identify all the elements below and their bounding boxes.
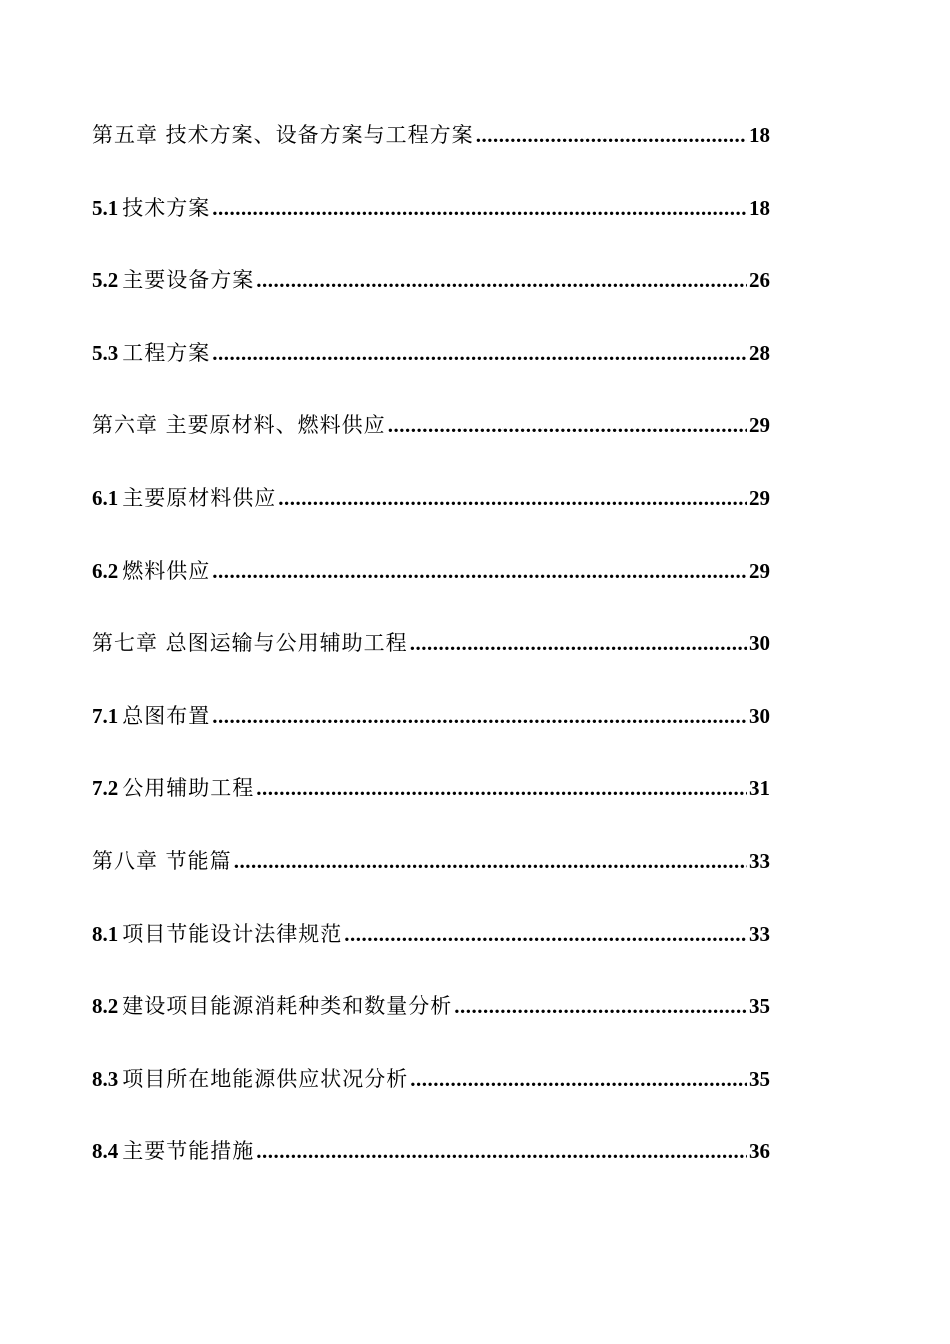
toc-dot-leader (256, 769, 747, 807)
toc-entry-text: 项目节能设计法律规范 (122, 921, 343, 946)
toc-entry[interactable] (92, 987, 770, 1060)
toc-entry-title (92, 769, 254, 807)
toc-entry-number: 8.3 (92, 1066, 119, 1091)
table-of-contents (92, 116, 770, 1205)
toc-entry[interactable] (92, 769, 770, 842)
toc-page-number: 36 (749, 1139, 770, 1164)
toc-entry-text: 主要节能措施 (122, 1139, 255, 1164)
toc-entry-title (92, 842, 232, 880)
toc-entry-text: 项目所在地能源供应状况分析 (122, 1066, 409, 1091)
toc-entry-title (92, 406, 386, 444)
toc-entry-text: 主要原材料供应 (122, 485, 277, 510)
toc-entry-title (92, 1132, 254, 1170)
toc-entry[interactable] (92, 842, 770, 915)
toc-dot-leader (454, 987, 747, 1025)
toc-dot-leader (256, 261, 747, 299)
toc-entry-number: 5.2 (92, 268, 119, 293)
toc-dot-leader (410, 624, 747, 662)
toc-entry-number: 6.2 (92, 558, 119, 583)
toc-dot-leader (212, 552, 747, 590)
toc-entry-text: 技术方案 (122, 195, 211, 220)
toc-entry-text: 第七章 总图运输与公用辅助工程 (92, 631, 408, 656)
toc-entry[interactable] (92, 1132, 770, 1205)
toc-entry-number: 8.2 (92, 994, 119, 1019)
toc-entry-text: 主要设备方案 (122, 268, 255, 293)
toc-entry-number: 6.1 (92, 485, 119, 510)
toc-page-number: 18 (749, 195, 770, 220)
toc-entry[interactable] (92, 624, 770, 697)
toc-dot-leader (212, 189, 747, 227)
toc-page-number: 30 (749, 631, 770, 656)
toc-page-number: 31 (749, 776, 770, 801)
toc-entry-title (92, 697, 210, 735)
toc-page-number: 33 (749, 921, 770, 946)
toc-entry[interactable] (92, 697, 770, 770)
toc-entry-title (92, 479, 276, 517)
toc-dot-leader (212, 697, 747, 735)
toc-entry-number: 8.1 (92, 921, 119, 946)
toc-entry-title (92, 116, 474, 154)
toc-page-number: 33 (749, 848, 770, 873)
toc-entry-title (92, 624, 408, 662)
toc-entry[interactable] (92, 116, 770, 189)
toc-entry[interactable] (92, 915, 770, 988)
toc-page-number: 35 (749, 994, 770, 1019)
toc-dot-leader (410, 1060, 747, 1098)
toc-entry-text: 第八章 节能篇 (92, 848, 232, 873)
toc-page-number: 30 (749, 703, 770, 728)
toc-entry[interactable] (92, 1060, 770, 1133)
toc-entry[interactable] (92, 334, 770, 407)
toc-entry-text: 建设项目能源消耗种类和数量分析 (122, 994, 453, 1019)
toc-page-number: 28 (749, 340, 770, 365)
toc-entry-title (92, 915, 342, 953)
toc-entry[interactable] (92, 552, 770, 625)
toc-entry-text: 燃料供应 (122, 558, 211, 583)
toc-page-number: 29 (749, 413, 770, 438)
toc-entry-title (92, 261, 254, 299)
toc-entry-text: 总图布置 (122, 703, 211, 728)
toc-entry-number: 7.2 (92, 776, 119, 801)
toc-entry[interactable] (92, 189, 770, 262)
toc-entry-number: 8.4 (92, 1139, 119, 1164)
toc-dot-leader (212, 334, 747, 372)
toc-dot-leader (388, 406, 747, 444)
toc-dot-leader (278, 479, 747, 517)
toc-entry-title (92, 552, 210, 590)
toc-dot-leader (476, 116, 747, 154)
toc-page-number: 29 (749, 485, 770, 510)
toc-dot-leader (256, 1132, 747, 1170)
toc-entry-title (92, 189, 210, 227)
toc-entry-title (92, 1060, 408, 1098)
toc-entry-number: 5.1 (92, 195, 119, 220)
toc-dot-leader (344, 915, 747, 953)
toc-entry[interactable] (92, 261, 770, 334)
toc-page-number: 18 (749, 123, 770, 147)
toc-entry-text: 公用辅助工程 (122, 776, 255, 801)
toc-dot-leader (234, 842, 747, 880)
toc-entry-number: 7.1 (92, 703, 119, 728)
toc-entry-number: 5.3 (92, 340, 119, 365)
toc-page-number: 35 (749, 1066, 770, 1091)
toc-entry-title (92, 987, 452, 1025)
toc-page-number: 26 (749, 268, 770, 293)
toc-entry-title (92, 334, 210, 372)
toc-entry[interactable] (92, 406, 770, 479)
toc-page-number: 29 (749, 558, 770, 583)
toc-entry-text: 工程方案 (122, 340, 211, 365)
toc-entry[interactable] (92, 479, 770, 552)
toc-entry-text: 第五章 技术方案、设备方案与工程方案 (92, 123, 474, 147)
toc-entry-text: 第六章 主要原材料、燃料供应 (92, 413, 386, 438)
